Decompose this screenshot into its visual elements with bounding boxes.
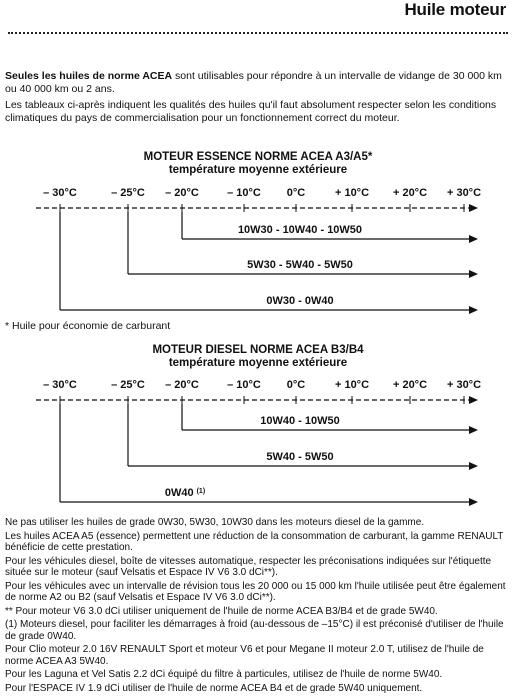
diesel-tick-label: 0°C [286, 379, 306, 391]
petrol-diagram-svg [0, 182, 516, 317]
note-item: Pour les véhicules diesel, boîte de vitesses automatique, respecter les préconisations indiquées sur l'étiquette située sur le moteur (sauf Velsatis et Espace IV V6 3.0 dCi**). [5, 555, 492, 578]
petrol-bar-label: 10W30 - 10W40 - 10W50 [237, 224, 363, 236]
diesel-tick-label: – 30°C [43, 379, 77, 391]
diesel-diagram-svg [0, 374, 516, 512]
petrol-tick-label: + 20°C [392, 187, 428, 199]
diesel-bar-arrowhead [469, 462, 478, 470]
petrol-tick-label: – 25°C [111, 187, 145, 199]
diesel-axis-arrowhead [469, 396, 478, 404]
petrol-footnote: * Huile pour économie de carburant [5, 320, 171, 332]
petrol-tick-label: – 10°C [227, 187, 261, 199]
note-item: Pour les Laguna et Vel Satis 2.2 dCi équipé du filtre à particules, utilisez de l'huile de norme 5W40. [5, 669, 443, 680]
intro-paragraph-2: Les tableaux ci-après indiquent les qualités des huiles qu'il faut absolument respecter selon les conditions climatiques du pays de commercialisation pour un fonctionnement correct du moteur. [5, 99, 497, 124]
diesel-diagram [0, 374, 516, 517]
diesel-section-heading [0, 344, 516, 370]
petrol-title: MOTEUR ESSENCE NORME ACEA A3/A5* [143, 151, 373, 163]
diesel-bar-label: 10W40 - 10W50 [260, 415, 340, 427]
petrol-tick-label: + 30°C [446, 187, 482, 199]
diesel-subtitle: température moyenne extérieure [168, 357, 348, 369]
petrol-axis-arrowhead [469, 204, 478, 212]
diesel-tick-label: – 25°C [111, 379, 145, 391]
notes-block [5, 517, 508, 696]
petrol-tick-label: 0°C [286, 187, 306, 199]
diesel-tick-label: – 10°C [227, 379, 261, 391]
diesel-tick-label: – 20°C [165, 379, 199, 391]
diesel-tick-label: + 10°C [334, 379, 370, 391]
diesel-bar-label-superscript: (1) [196, 488, 206, 495]
diesel-bar-label: 5W40 - 5W50 [266, 451, 334, 463]
petrol-diagram [0, 182, 516, 322]
petrol-bar-arrowhead [469, 235, 478, 243]
note-item: Les huiles ACEA A5 (essence) permettent une réduction de la consommation de carburant, la gamme RENAULT bénéficie de cette prestation. [5, 530, 504, 553]
note-item: Pour l'ESPACE IV 1.9 dCi utiliser de l'huile de norme ACEA B4 et de grade 5W40 uniquement. [5, 682, 423, 694]
petrol-tick-label: – 20°C [165, 187, 199, 199]
petrol-tick-label: – 30°C [43, 187, 77, 199]
petrol-bar-arrowhead [469, 306, 478, 314]
note-item: Pour les véhicules avec un intervalle de révision tous les 20 000 ou 15 000 km l'huile utilisée peut être également de norme A2 ou B2 (sauf Velsatis et Espace IV V6 3.0 dCi**). [5, 580, 506, 603]
note-item: ** Pour moteur V6 3.0 dCi utiliser uniquement de l'huile de norme ACEA B3/B4 et de grade 5W40. [5, 605, 438, 617]
note-item: (1) Moteurs diesel, pour faciliter les démarrages à froid (au-dessous de –15°C) il est préconisé d'utiliser de l'huile de grade 0W40. [5, 619, 504, 642]
petrol-bar-label: 5W30 - 5W40 - 5W50 [247, 259, 353, 271]
intro-rest: sont utilisables pour répondre à un intervalle de vidange de 30 000 km ou 40 000 km ou 2 ans. [5, 70, 502, 95]
petrol-tick-label: + 10°C [334, 187, 370, 199]
note-item: Ne pas utiliser les huiles de grade 0W30, 5W30, 10W30 dans les moteurs diesel de la gamme. [5, 517, 425, 528]
petrol-bar-arrowhead [469, 270, 478, 278]
note-item: Pour Clio moteur 2.0 16V RENAULT Sport et moteur V6 et pour Megane II moteur 2.0 T, utilisez de l'huile de norme ACEA A3 5W40. [5, 644, 484, 667]
petrol-section-heading [0, 151, 516, 177]
header-dotted-rule [8, 32, 508, 34]
diesel-tick-label: + 30°C [446, 379, 482, 391]
page-title: Huile moteur [404, 0, 506, 19]
petrol-subtitle: température moyenne extérieure [168, 164, 348, 176]
diesel-bar-arrowhead [469, 498, 478, 506]
intro-paragraph-1 [5, 70, 506, 95]
intro-text [5, 70, 506, 128]
petrol-bar-label: 0W30 - 0W40 [266, 295, 334, 307]
diesel-tick-label: + 20°C [392, 379, 428, 391]
diesel-bar-arrowhead [469, 426, 478, 434]
intro-bold: Seules les huiles de norme ACEA [5, 70, 173, 82]
diesel-title: MOTEUR DIESEL NORME ACEA B3/B4 [152, 344, 364, 356]
diesel-bar-label: 0W40 $^{(1)}$ [164, 487, 206, 499]
